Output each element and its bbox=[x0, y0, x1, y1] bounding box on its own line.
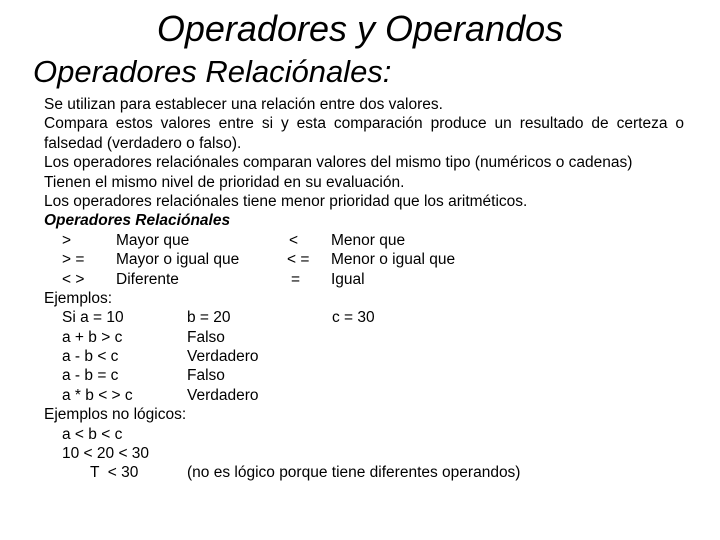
operator-description: Menor que bbox=[331, 231, 406, 249]
example-result: Falso bbox=[187, 328, 225, 346]
intro-line: falsedad (verdadero o falso). bbox=[44, 134, 242, 152]
operator-row bbox=[44, 231, 684, 250]
nonlogical-expression: T < 30 bbox=[90, 464, 139, 482]
example-expression: a - b < c bbox=[62, 348, 119, 366]
example-row bbox=[44, 386, 684, 405]
operator-row bbox=[44, 270, 684, 289]
operator-description: Menor o igual que bbox=[331, 251, 456, 269]
intro-line: Los operadores relaciónales comparan valores del mismo tipo (numéricos o cadenas) bbox=[44, 154, 633, 172]
example-expression: a + b > c bbox=[62, 328, 123, 346]
example-row bbox=[44, 347, 684, 366]
operator-symbol: < bbox=[289, 231, 299, 249]
example-result: Verdadero bbox=[187, 386, 259, 404]
slide-subtitle: Operadores Relaciónales: bbox=[33, 54, 392, 89]
operator-description: Diferente bbox=[116, 270, 179, 288]
operator-symbol: < > bbox=[62, 270, 85, 288]
example-row bbox=[44, 328, 684, 347]
intro-line: Se utilizan para establecer una relación entre dos valores. bbox=[44, 96, 443, 113]
operator-symbol: < = bbox=[287, 251, 310, 269]
slide-body bbox=[44, 95, 684, 483]
example-result: Verdadero bbox=[187, 348, 259, 366]
operator-description: Mayor que bbox=[116, 231, 190, 249]
intro-line: Tienen el mismo nivel de prioridad en su evaluación. bbox=[44, 173, 405, 191]
operator-symbol: > = bbox=[62, 251, 85, 269]
example-assignments bbox=[44, 308, 684, 327]
nonlogical-expression: a < b < c bbox=[62, 425, 123, 443]
operators-heading: Operadores Relaciónales bbox=[44, 212, 231, 230]
nonlogical-example bbox=[44, 425, 684, 444]
operator-description: Mayor o igual que bbox=[116, 251, 240, 269]
example-expression: a - b = c bbox=[62, 367, 119, 385]
intro-line: Los operadores relaciónales tiene menor prioridad que los aritméticos. bbox=[44, 192, 528, 210]
nonlogical-example bbox=[44, 444, 684, 463]
operator-row bbox=[44, 250, 684, 269]
nonlogical-heading: Ejemplos no lógicos: bbox=[44, 406, 187, 424]
example-expression: a * b < > c bbox=[62, 386, 133, 404]
operator-symbol: = bbox=[291, 270, 301, 288]
operator-symbol: > bbox=[62, 231, 72, 249]
intro-line: Compara estos valores entre si y esta comparación produce un resultado de certeza o bbox=[44, 115, 684, 133]
example-result: Falso bbox=[187, 367, 225, 385]
example-row bbox=[44, 366, 684, 385]
slide-title: Operadores y Operandos bbox=[156, 8, 564, 49]
nonlogical-example bbox=[44, 463, 684, 482]
operator-description: Igual bbox=[331, 270, 365, 288]
assignment-c: c = 30 bbox=[332, 309, 375, 327]
examples-heading: Ejemplos: bbox=[44, 289, 113, 307]
assignment-b: b = 20 bbox=[187, 309, 231, 327]
nonlogical-expression: 10 < 20 < 30 bbox=[62, 445, 150, 463]
nonlogical-note: (no es lógico porque tiene diferentes operandos) bbox=[187, 464, 521, 482]
assignment-a: Si a = 10 bbox=[62, 309, 124, 327]
